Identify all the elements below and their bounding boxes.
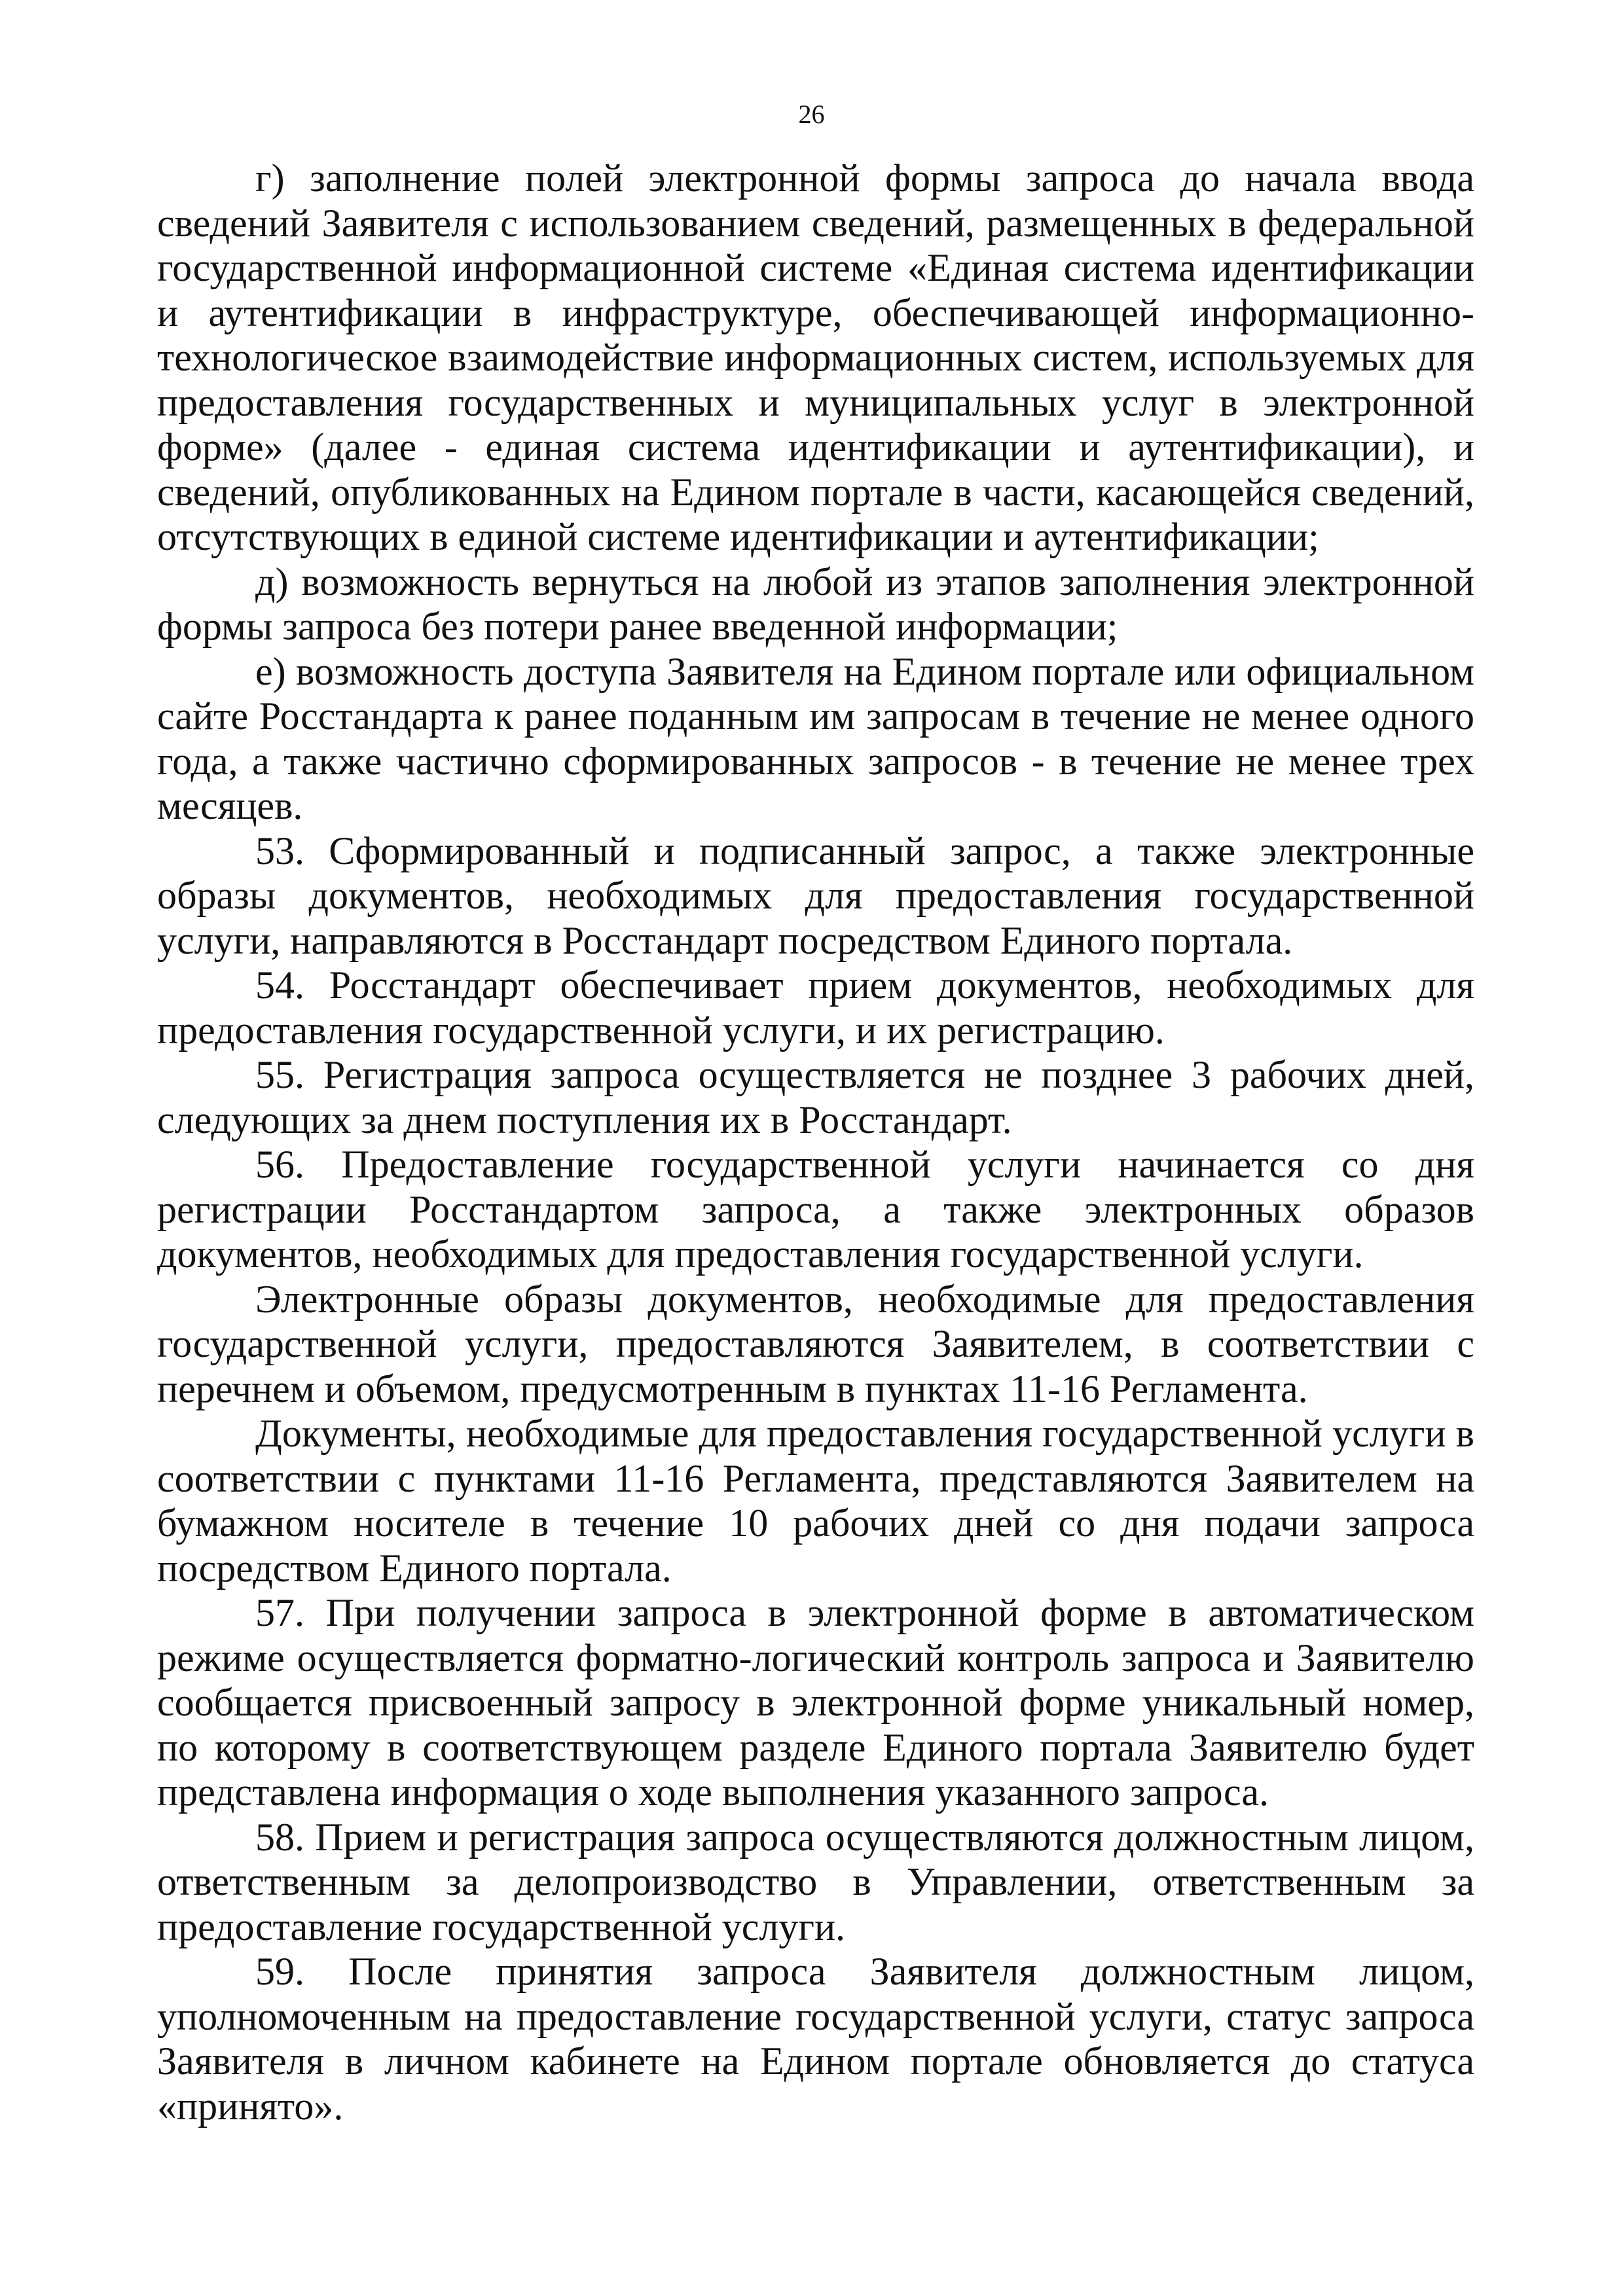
paragraph-54: 54. Росстандарт обеспечивает прием документов, необходимых для предоставления государственной услуги, и их регистрацию. xyxy=(157,963,1474,1052)
paragraph-56-paper-documents: Документы, необходимые для предоставления государственной услуги в соответствии с пунктами 11-16 Регламента, представляются Заявителем на бумажном носителе в течение 10 рабочих дней со дня подачи запроса посредством Единого портала. xyxy=(157,1412,1474,1590)
page-number: 26 xyxy=(798,99,825,129)
paragraph-g-form-prefill: г) заполнение полей электронной формы запроса до начала ввода сведений Заявителя с использованием сведений, размещенных в федеральной государственной информационной системе «Единая система идентификации и аутентификации в инфраструктуре, обеспечивающей информационно-технологическое взаимодействие информационных систем, используемых для предоставления государственных и муниципальных услуг в электронной форме» (далее - единая система идентификации и аутентификации), и сведений, опубликованных на Едином портале в части, касающейся сведений, отсутствующих в единой системе идентификации и аутентификации; xyxy=(157,156,1474,558)
paragraph-58: 58. Прием и регистрация запроса осуществляются должностным лицом, ответственным за делопроизводство в Управлении, ответственным за предоставление государственной услуги. xyxy=(157,1815,1474,1948)
paragraph-d-return-to-step: д) возможность вернуться на любой из этапов заполнения электронной формы запроса без потери ранее введенной информации; xyxy=(157,560,1474,648)
paragraph-56-electronic-images: Электронные образы документов, необходимые для предоставления государственной услуги, предоставляются Заявителем, в соответствии с перечнем и объемом, предусмотренным в пунктах 11-16 Регламента. xyxy=(157,1277,1474,1410)
paragraph-e-access-to-requests: е) возможность доступа Заявителя на Едином портале или официальном сайте Росстандарта к ранее поданным им запросам в течение не менее одного года, а также частично сформированных запросов - в течение не менее трех месяцев. xyxy=(157,649,1474,827)
paragraph-57: 57. При получении запроса в электронной форме в автоматическом режиме осуществляется форматно-логический контроль запроса и Заявителю сообщается присвоенный запросу в электронной форме уникальный номер, по которому в соответствующем разделе Единого портала Заявителю будет представлена информация о ходе выполнения указанного запроса. xyxy=(157,1591,1474,1814)
paragraph-59: 59. После принятия запроса Заявителя должностным лицом, уполномоченным на предоставление государственной услуги, статус запроса Заявителя в личном кабинете на Едином портале обновляется до статуса «принято». xyxy=(157,1950,1474,2128)
paragraph-55: 55. Регистрация запроса осуществляется не позднее 3 рабочих дней, следующих за днем поступления их в Росстандарт. xyxy=(157,1053,1474,1141)
document-body xyxy=(157,156,1474,2128)
paragraph-53: 53. Сформированный и подписанный запрос, а также электронные образы документов, необходимых для предоставления государственной услуги, направляются в Росстандарт посредством Единого портала. xyxy=(157,829,1474,962)
paragraph-56: 56. Предоставление государственной услуги начинается со дня регистрации Росстандартом запроса, а также электронных образов документов, необходимых для предоставления государственной услуги. xyxy=(157,1143,1474,1276)
